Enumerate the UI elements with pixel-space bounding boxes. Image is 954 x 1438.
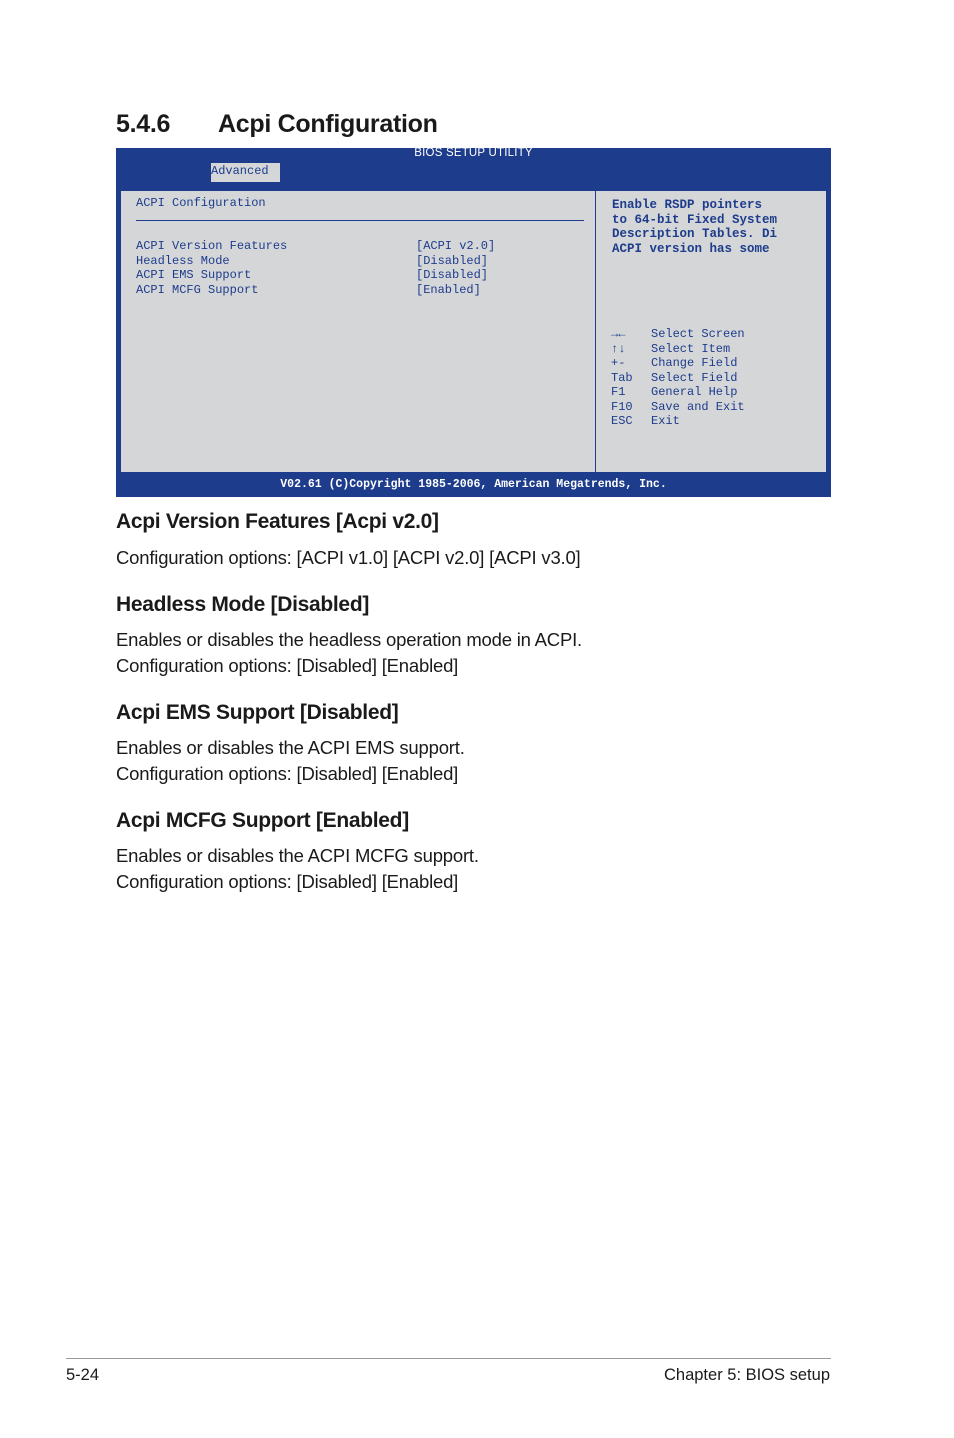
section-title xyxy=(116,110,438,139)
option-title-acpi-version: Acpi Version Features [Acpi v2.0] xyxy=(116,510,439,533)
key-desc: General Help xyxy=(651,385,738,399)
tab-advanced[interactable]: Advanced xyxy=(211,163,280,182)
bios-heading-rule xyxy=(136,220,584,221)
bios-item-label: ACPI MCFG Support xyxy=(136,282,259,297)
bios-title: BIOS SETUP UTILITY xyxy=(414,147,533,159)
option-title-acpi-ems: Acpi EMS Support [Disabled] xyxy=(116,701,399,724)
option-text: Configuration options: [Disabled] [Enabled] xyxy=(116,871,459,892)
section-number: 5.4.6 xyxy=(116,110,171,138)
option-title-headless-mode: Headless Mode [Disabled] xyxy=(116,593,370,616)
bios-heading: ACPI Configuration xyxy=(136,196,266,210)
bios-help-text xyxy=(612,198,777,256)
bios-screen xyxy=(116,148,831,497)
option-text: Enables or disables the ACPI MCFG support. xyxy=(116,845,479,866)
option-text: Enables or disables the ACPI EMS support. xyxy=(116,737,465,758)
bios-item-value[interactable]: [ACPI v2.0] xyxy=(416,239,496,253)
key-name: ESC xyxy=(611,414,633,428)
bios-main-panel xyxy=(119,189,828,474)
key-name: Tab xyxy=(611,370,633,385)
option-text: Configuration options: [Disabled] [Enabled] xyxy=(116,763,459,784)
option-text: Configuration options: [ACPI v1.0] [ACPI v2.0] [ACPI v3.0] xyxy=(116,547,581,568)
key-desc: Change Field xyxy=(651,356,738,370)
help-line: to 64-bit Fixed System xyxy=(612,212,778,227)
footer-rule xyxy=(66,1358,831,1359)
key-desc: Save and Exit xyxy=(651,399,745,414)
help-line: Description Tables. Di xyxy=(612,227,778,241)
help-line: Enable RSDP pointers xyxy=(612,198,763,212)
bios-item-value[interactable]: [Disabled] xyxy=(416,268,489,282)
key-desc: Select Screen xyxy=(651,327,745,341)
bios-item-acpi-ems-support[interactable] xyxy=(136,268,576,283)
key-arrows-ud-icon: ↑↓ xyxy=(611,341,626,356)
bios-divider xyxy=(595,189,596,474)
option-text: Configuration options: [Disabled] [Enabled] xyxy=(116,655,459,676)
bios-item-value[interactable]: [Disabled] xyxy=(416,253,489,268)
key-desc: Exit xyxy=(651,414,680,428)
bios-item-acpi-mcfg-support[interactable] xyxy=(136,283,576,298)
key-desc: Select Item xyxy=(651,341,731,356)
key-desc: Select Field xyxy=(651,370,738,385)
page-number: 5-24 xyxy=(66,1366,100,1384)
bios-item-label: ACPI Version Features xyxy=(136,239,288,253)
bios-copyright: V02.61 (C)Copyright 1985-2006, American Megatrends, Inc. xyxy=(280,478,667,491)
section-title-text: Acpi Configuration xyxy=(218,110,438,138)
bios-item-label: Headless Mode xyxy=(136,253,230,268)
bios-item-headless-mode[interactable] xyxy=(136,254,576,269)
option-text: Enables or disables the headless operation mode in ACPI. xyxy=(116,629,582,650)
key-name: +- xyxy=(611,356,626,370)
key-name: F1 xyxy=(611,385,626,399)
key-arrows-lr-icon: →← xyxy=(611,327,626,341)
key-name: F10 xyxy=(611,399,633,414)
bios-item-label: ACPI EMS Support xyxy=(136,268,252,282)
bios-item-acpi-version-features[interactable] xyxy=(136,239,576,254)
help-line: ACPI version has some xyxy=(612,241,770,256)
bios-items xyxy=(136,239,576,297)
chapter-label: Chapter 5: BIOS setup xyxy=(663,1366,830,1384)
option-title-acpi-mcfg: Acpi MCFG Support [Enabled] xyxy=(116,809,409,832)
bios-item-value[interactable]: [Enabled] xyxy=(416,282,481,297)
